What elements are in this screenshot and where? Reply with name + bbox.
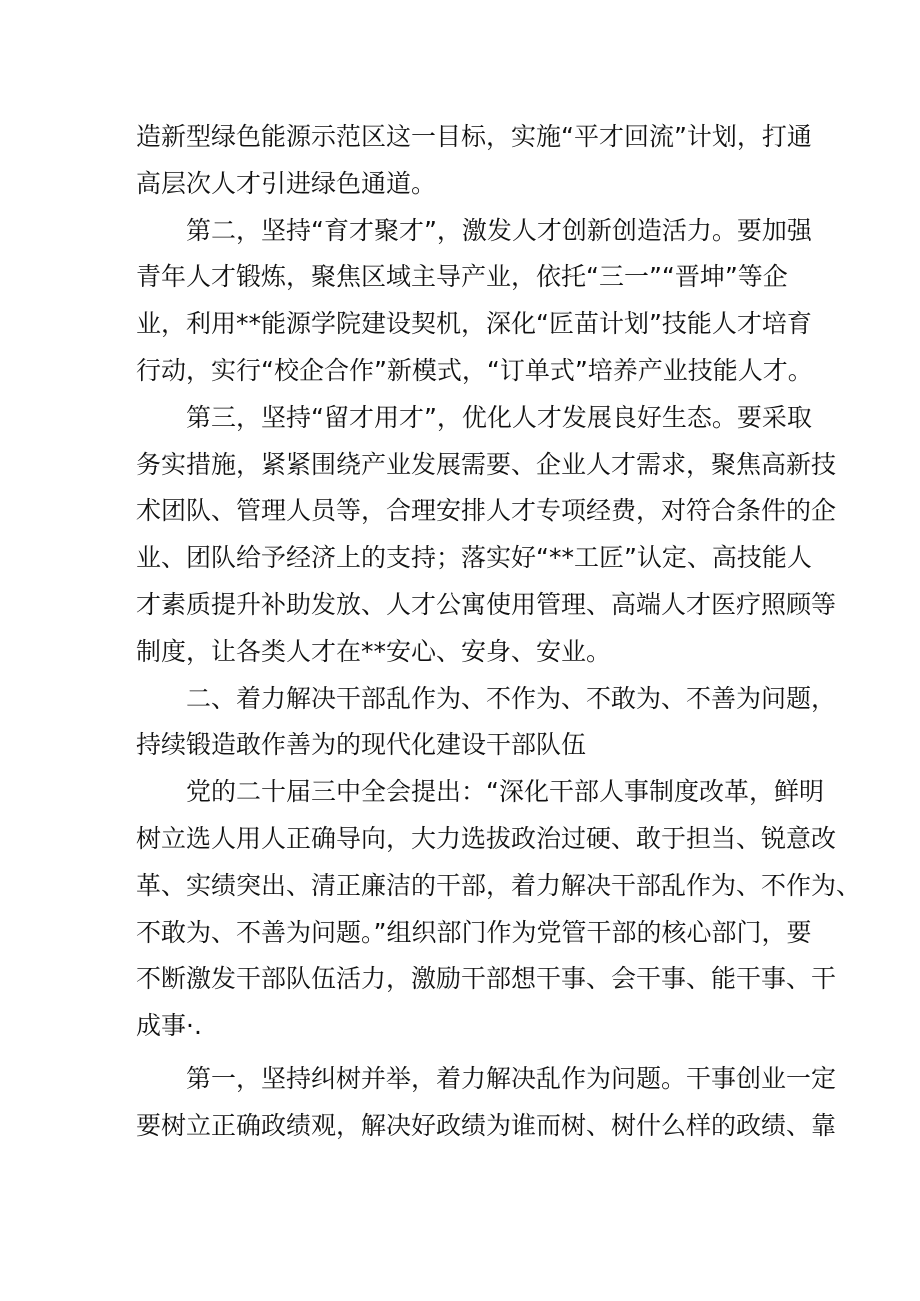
text-line: 第一，坚持纠树并举，着力解决乱作为问题。干事创业一定 — [186, 1063, 837, 1093]
document-body — [136, 114, 862, 1150]
text-line: 树立选人用人正确导向，大力选拔政治过硬、敢于担当、锐意改 — [136, 823, 837, 853]
text-line: 行动，实行“校企合作”新模式，“订单式”培养产业技能人才。 — [136, 355, 813, 385]
text-line: 制度，让各类人才在**安心、安身、安业。 — [136, 636, 612, 666]
text-line: 高层次人才引进绿色通道。 — [136, 168, 437, 198]
text-line: 业、团队给予经济上的支持；落实好“**工匠”认定、高技能人 — [136, 543, 812, 573]
text-line: 不敢为、不善为问题。”组织部门作为党管干部的核心部门，要 — [136, 917, 812, 947]
text-line: 术团队、管理人员等，合理安排人才专项经费，对符合条件的企 — [136, 496, 837, 526]
text-line: 务实措施，紧紧围绕产业发展需要、企业人才需求，聚焦高新技 — [136, 449, 837, 479]
text-line: 第三，坚持“留才用才”，优化人才发展良好生态。要采取 — [186, 402, 812, 432]
text-line: 第二，坚持“育才聚才”，激发人才创新创造活力。要加强 — [186, 215, 812, 245]
text-line: 青年人才锻炼，聚焦区域主导产业，依托“三一”“晋坤”等企 — [136, 262, 788, 292]
text-line: 二、着力解决干部乱作为、不作为、不敢为、不善为问题， — [186, 683, 837, 713]
text-line: 要树立正确政绩观，解决好政绩为谁而树、树什么样的政绩、靠 — [136, 1110, 837, 1140]
text-line: 成事·. — [136, 1011, 202, 1041]
text-line: 党的二十届三中全会提出：“深化干部人事制度改革，鲜明 — [186, 777, 824, 807]
text-line: 业，利用**能源学院建设契机，深化“匠苗计划”技能人才培育 — [136, 309, 812, 339]
text-line: 革、实绩突出、清正廉洁的干部，着力解决干部乱作为、不作为、 — [136, 870, 862, 900]
text-line: 持续锻造敢作善为的现代化建设干部队伍 — [136, 730, 587, 760]
text-line: 才素质提升补助发放、人才公寓使用管理、高端人才医疗照顾等 — [136, 589, 837, 619]
text-line: 不断激发干部队伍活力，激励干部想干事、会干事、能干事、干 — [136, 964, 837, 994]
text-line: 造新型绿色能源示范区这一目标，实施“平才回流”计划，打通 — [136, 122, 812, 151]
